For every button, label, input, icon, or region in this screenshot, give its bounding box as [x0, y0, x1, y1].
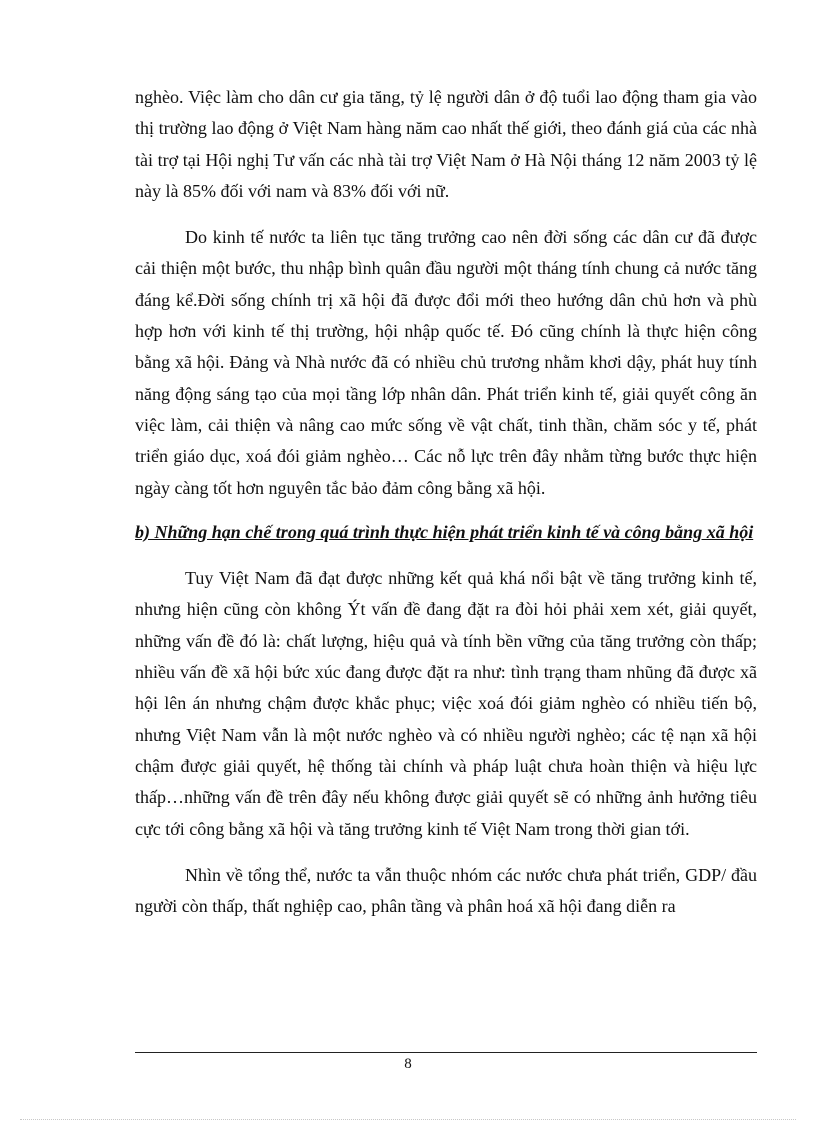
page-number: 8	[404, 1056, 412, 1072]
paragraph-overview: Nhìn về tổng thể, nước ta vẫn thuộc nhóm các nước chưa phát triển, GDP/ đầu người còn thấp, thất nghiệp cao, phân tầng và phân hoá xã hội đang diễn ra	[135, 864, 757, 917]
paragraph-employment: nghèo. Việc làm cho dân cư gia tăng, tỷ lệ người dân ở độ tuổi lao động tham gia vào thị trường lao động ở Việt Nam hàng năm cao nhất thế giới, theo đánh giá của các nhà tài trợ tại Hội nghị Tư vấn các nhà tài trợ Việt Nam ở Hà Nội tháng 12 năm 2003 tỷ lệ này là 85% đối với nam và 83% đối với nữ.	[135, 87, 757, 201]
paragraph-living-standards: Do kinh tế nước ta liên tục tăng trưởng cao nên đời sống các dân cư đã được cải thiện một bước, thu nhập bình quân đầu người một tháng tính chung cả nước tăng đáng kể.Đời sống chính trị xã hội đã được đổi mới theo hướng dân chủ hơn và phù hợp hơn với kinh tế thị trường, hội nhập quốc tế. Đó cũng chính là thực hiện công bằng xã hội. Đảng và Nhà nước đã có nhiều chủ trương nhằm khơi dậy, phát huy tính năng động sáng tạo của mọi tầng lớp nhân dân. Phát triển kinh tế, giải quyết công ăn việc làm, cải thiện và nâng cao mức sống về vật chất, tinh thần, chăm sóc y tế, phát triển giáo dục, xoá đói giảm nghèo… Các nỗ lực trên đây nhằm từng bước thực hiện ngày càng tốt hơn nguyên tắc bảo đảm công bằng xã hội.	[135, 227, 757, 498]
section-heading-b: b) Những hạn chế trong quá trình thực hiện phát triển kinh tế và công bằng xã hội	[135, 521, 754, 542]
footer-divider	[135, 1052, 757, 1053]
page-body	[135, 82, 757, 922]
page-bottom-border	[20, 1119, 796, 1120]
paragraph-limitations: Tuy Việt Nam đã đạt được những kết quả khá nổi bật về tăng trưởng kinh tế, nhưng hiện cũng còn không Ýt vấn đề đang đặt ra đòi hỏi phải xem xét, giải quyết, những vấn đề đó là: chất lượng, hiệu quả và tính bền vững của tăng trưởng còn thấp; nhiều vấn đề xã hội bức xúc đang được đặt ra như: tình trạng tham nhũng đã được xã hội lên án nhưng chậm được khắc phục; việc xoá đói giảm nghèo có nhiều tiến bộ, nhưng Việt Nam vẫn là một nước nghèo và có nhiều người nghèo; các tệ nạn xã hội chậm được giải quyết, hệ thống tài chính và pháp luật chưa hoàn thiện và hiệu lực thấp…những vấn đề trên đây nếu không được giải quyết sẽ có những ảnh hưởng tiêu cực tới công bằng xã hội và tăng trưởng kinh tế Việt Nam trong thời gian tới.	[135, 568, 757, 839]
